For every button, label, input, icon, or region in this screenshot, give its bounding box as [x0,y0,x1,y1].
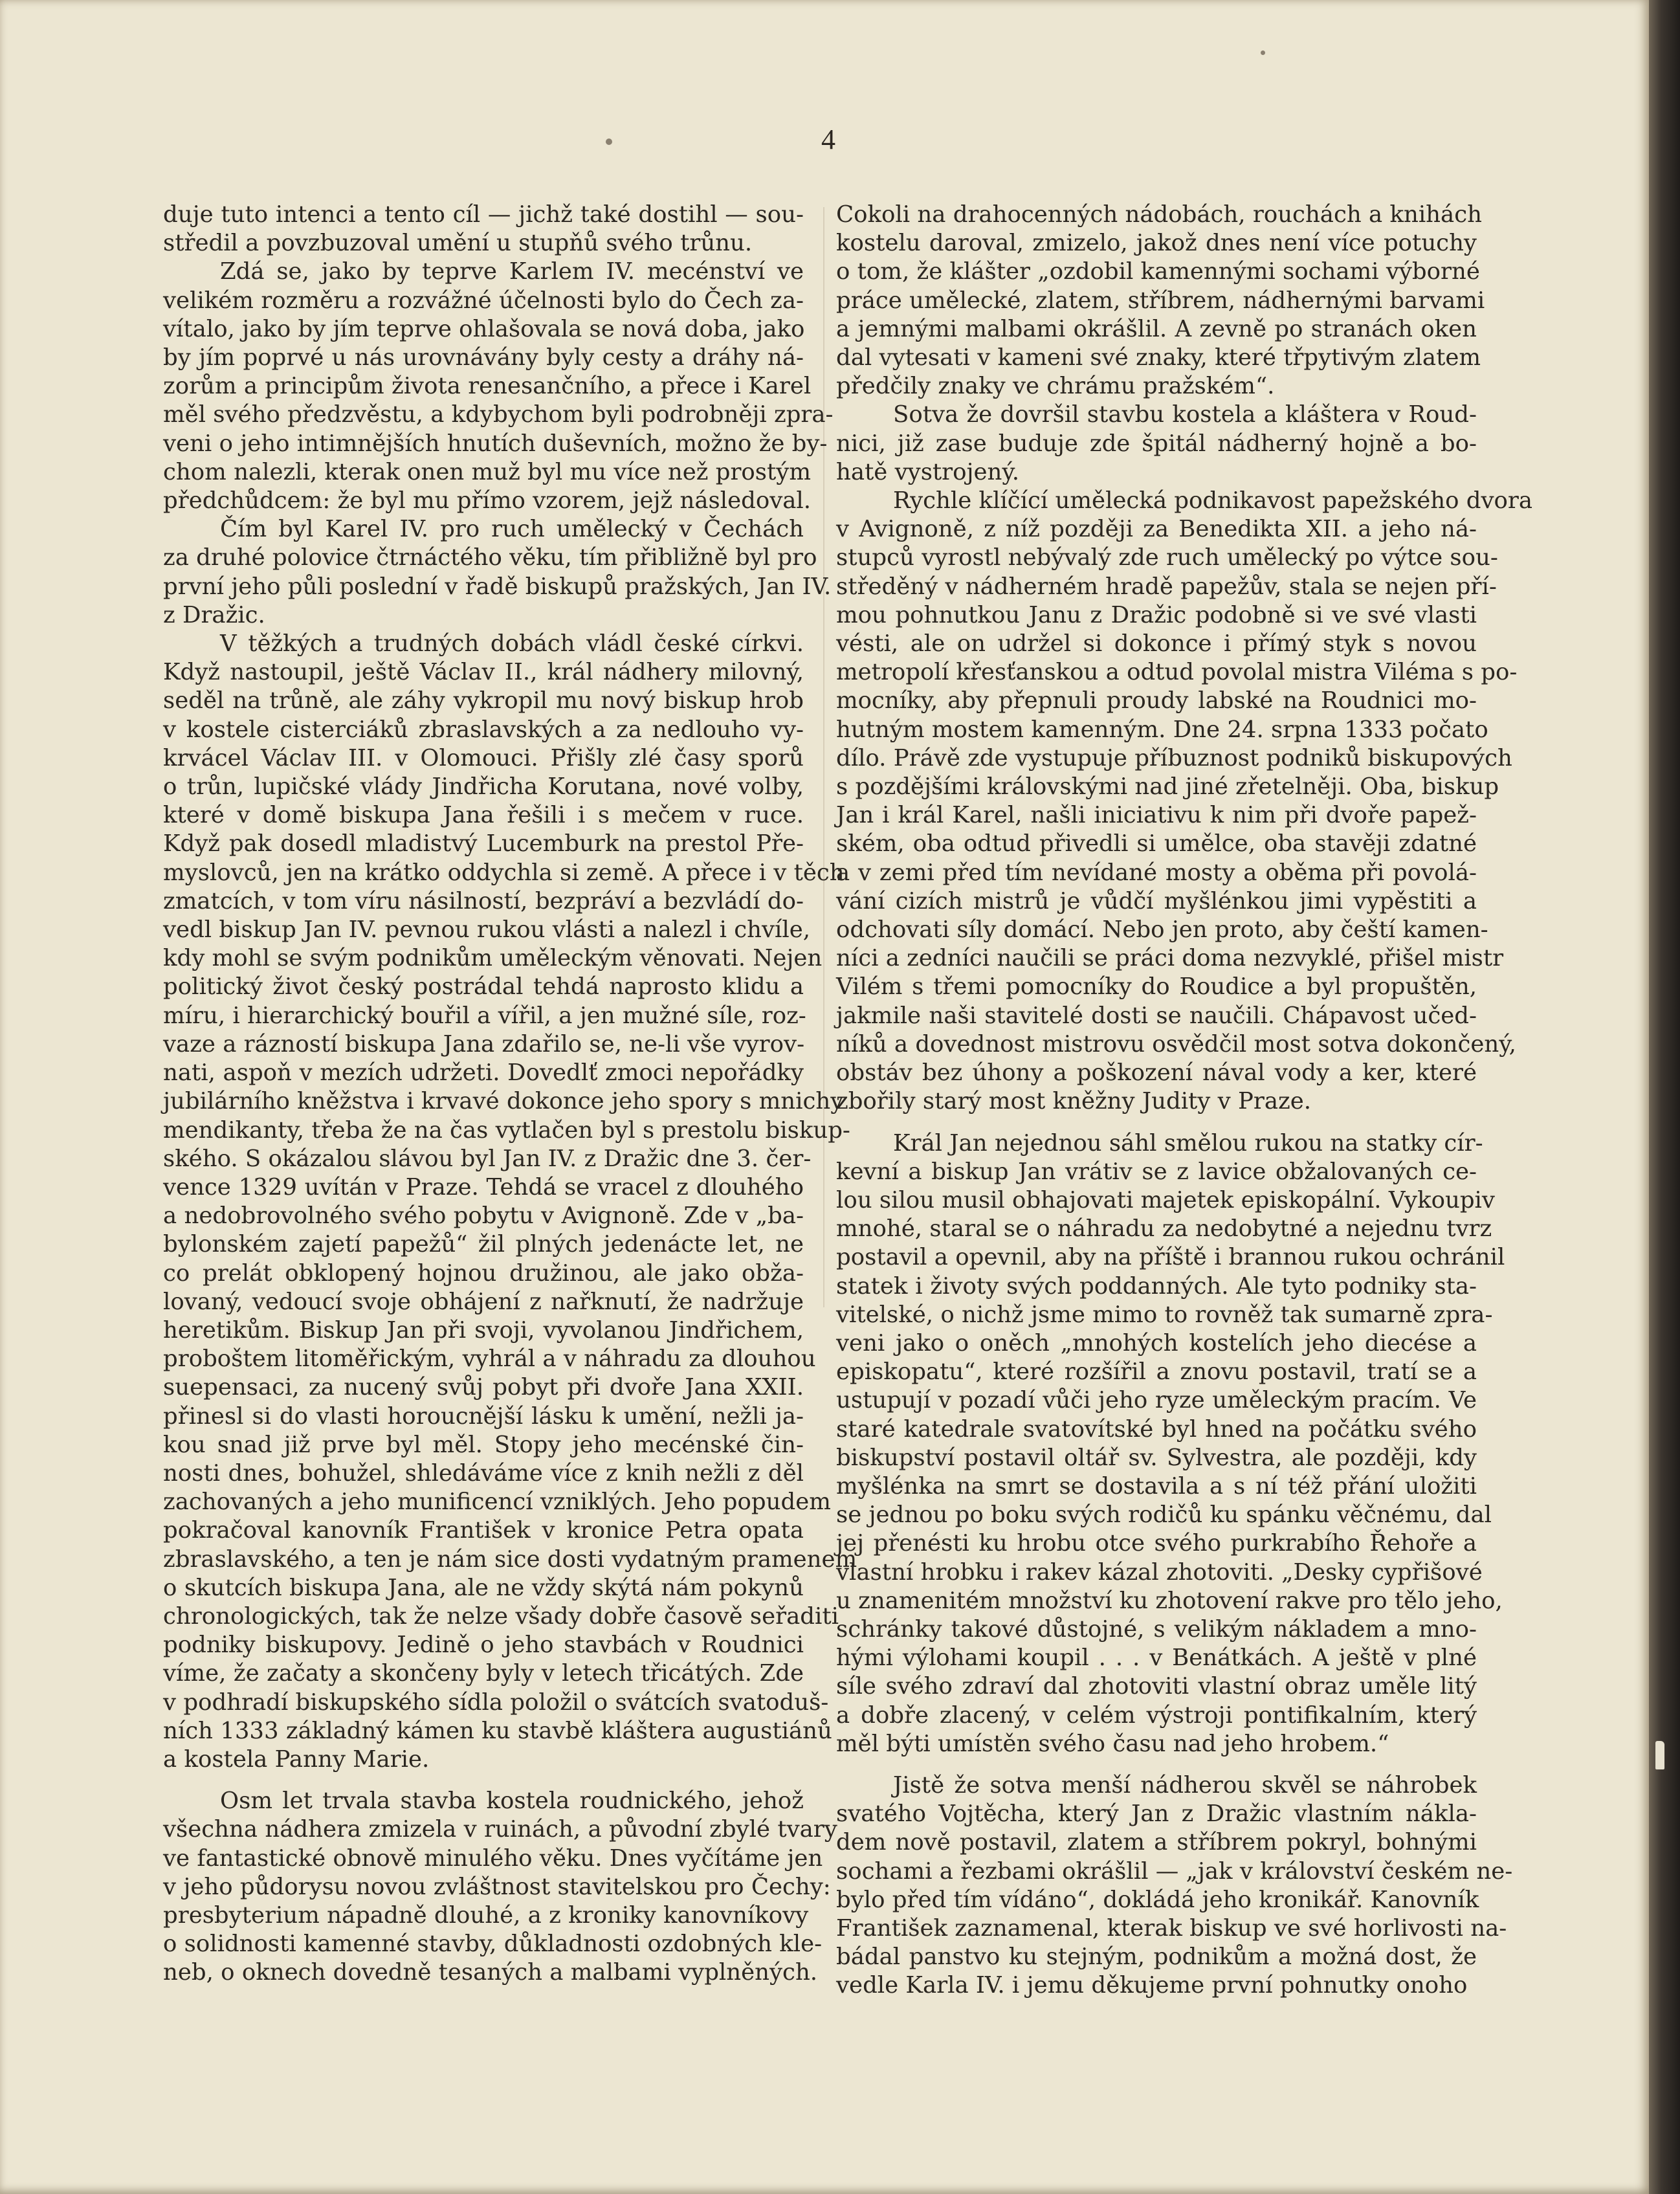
text-line: a kostela Panny Marie. [163,1745,430,1773]
text-line: co prelát obklopený hojnou družinou, ale jako obža- [163,1259,804,1287]
text-line: stupců vyrostl nebývalý zde ruch umělecký po výtce sou- [836,544,1498,571]
text-line: dal vytesati v kameni své znaky, které třpytivým zlatem [836,344,1481,371]
text-line: předchůdcem: že byl mu přímo vzorem, jejž následoval. [163,487,812,515]
text-line: jakmile naši stavitelé dosti se naučili. Chápavost učed- [836,1002,1477,1029]
text-line: politický život český postrádal tehdá naprosto klidu a [163,973,804,1001]
text-line: pokračoval kanovník František v kronice Petra opata [163,1517,804,1544]
text-line: zachovaných a jeho munificencí vzniklých. Jeho popudem [163,1489,831,1516]
text-line: statek i životy svých poddanných. Ale tyto podniky sta- [836,1272,1477,1300]
right-text-column [836,201,1533,2000]
text-line: veni o jeho intimnějších hnutích duševních, možno že by- [163,430,828,457]
text-line: měl býti umístěn svého času nad jeho hrobem.“ [836,1730,1389,1757]
text-line: a jemnými malbami okrášlil. A zevně po stranách oken [836,315,1477,342]
text-line: Jan i král Karel, našli iniciativu k nim při dvoře papež- [836,802,1477,829]
text-line: by jím poprvé u nás urovnávány byly cesty a dráhy ná- [163,344,804,371]
text-line: lovaný, vedoucí svoje obhájení z nařknutí, že nadržuje [163,1288,804,1315]
text-line: mnohé, staral se o náhradu za nedobytné a nejednu tvrz [836,1215,1492,1243]
text-line: ského. S okázalou slávou byl Jan IV. z Dražic dne 3. čer- [163,1145,812,1172]
text-line: jej přenésti ku hrobu otce svého purkrabího Řehoře a [836,1530,1477,1557]
text-line: Jistě že sotva menší nádherou skvěl se náhrobek [893,1771,1477,1799]
text-line: a v zemi před tím nevídané mosty a oběma při povolá- [836,859,1477,886]
text-line: níků a dovednost mistrovu osvědčil most sotva dokončený, [836,1030,1516,1058]
text-line: velikém rozměru a rozvážné účelnosti bylo do Čech za- [163,287,804,314]
text-line: nici, již zase buduje zde špitál nádherný hojně a bo- [836,430,1477,457]
text-line: kou snad již prve byl měl. Stopy jeho mecénské čin- [163,1431,804,1458]
text-line: dem nově postavil, zlatem a stříbrem pokryl, bohnými [836,1829,1477,1856]
text-line: vésti, ale on udržel si dokonce i přímý styk s novou [836,630,1477,658]
text-line: o tom, že klášter „ozdobil kamennými sochami výborné [836,258,1480,285]
text-line: ustupují v pozadí vůči jeho ryze uměleckým pracím. Ve [836,1387,1477,1414]
text-line: zorům a principům života renesančního, a přece i Karel [163,373,812,400]
text-line: svatého Vojtěcha, který Jan z Dražic vlastním nákla- [836,1801,1477,1828]
text-line: staré katedrale svatovítské byl hned na počátku svého [836,1415,1477,1443]
text-line: Když pak dosedl mladistvý Lucemburk na prestol Pře- [163,830,804,858]
text-line: hutným mostem kamenným. Dne 24. srpna 1333 počato [836,716,1488,743]
text-line: seděl na trůně, ale záhy vykropil mu nový biskup hrob [163,687,804,715]
text-line: v jeho půdorysu novou zvláštnost stavitelskou pro Čechy: [163,1873,831,1900]
text-line: vedl biskup Jan IV. pevnou rukou vlásti a nalezl i chvíle, [163,916,811,944]
paragraph-gap [836,1116,1477,1129]
text-line: přinesl si do vlasti horoucnější lásku k umění, nežli ja- [163,1402,804,1430]
text-line: zbraslavského, a ten je nám sice dosti vydatným pramenem [163,1546,857,1573]
left-text-column [163,201,857,1988]
text-line: Rychle klíčící umělecká podnikavost papežského dvora [893,487,1533,515]
text-line: Král Jan nejednou sáhl smělou rukou na statky cír- [893,1129,1483,1157]
text-line: vání cizích mistrů je vůdčí myšlénkou jimi vypěstiti a [836,887,1477,914]
text-line: první jeho půli poslední v řadě biskupů pražských, Jan IV. [163,573,832,600]
text-line: lou silou musil obhajovati majetek episkopální. Vykoupiv [836,1186,1495,1213]
paper-speck [606,139,612,145]
text-line: chronologických, tak že nelze všady dobře časově seřaditi [163,1602,839,1630]
page-edge-tab [1655,1741,1664,1769]
text-line: víme, že začaty a skončeny byly v letech třicátých. Zde [163,1660,804,1687]
text-line: vítalo, jako by jím teprve ohlašovala se nová doba, jako [163,315,805,342]
text-line: kostelu daroval, zmizelo, jakož dnes není více potuchy [836,230,1477,257]
text-line: chom nalezli, kterak onen muž byl mu více než prostým [163,458,812,485]
text-line: níci a zedníci naučili se práci doma nezvyklé, přišel mistr [836,945,1504,972]
text-line: s pozdějšími královskými nad jiné zřetelněji. Oba, biskup [836,773,1499,801]
text-line: v kostele cisterciáků zbraslavských a za nedlouho vy- [163,716,804,743]
text-line: mendikanty, třeba že na čas vytlačen byl s prestolu biskup- [163,1116,850,1144]
text-line: v podhradí biskupského sídla položil o svátcích svatoduš- [163,1689,829,1716]
text-line: odchovati síly domácí. Nebo jen proto, aby čeští kamen- [836,916,1488,944]
text-line: dílo. Právě zde vystupuje příbuznost podniků biskupových [836,744,1512,771]
text-line: vitelské, o nichž jsme mimo to rovněž tak sumarně zpra- [836,1301,1493,1328]
text-line: Zdá se, jako by teprve Karlem IV. mecénství ve [220,258,804,285]
text-line: nosti dnes, bohužel, shledáváme více z knih nežli z děl [163,1459,804,1487]
text-line: Když nastoupil, ještě Václav II., král nádhery milovný, [163,659,804,686]
text-line: episkopatu“, které rozšířil a znovu postavil, tratí se a [836,1358,1477,1386]
text-line: hými výlohami koupil . . . v Benátkách. A ještě v plné [836,1645,1477,1672]
text-line: podniky biskupovy. Jedině o jeho stavbách v Roudnici [163,1632,804,1659]
text-line: ve fantastické obnově minulého věku. Dnes vyčítáme jen [163,1845,823,1872]
text-line: mou pohnutkou Janu z Dražic podobně si ve své vlasti [836,601,1477,628]
text-line: presbyterium nápadně dlouhé, a z kroniky kanovníkovy [163,1901,809,1929]
text-line: neb, o oknech dovedně tesaných a malbami vyplněných. [163,1959,818,1986]
text-line: heretikům. Biskup Jan při svoji, vyvolanou Jindřichem, [163,1316,804,1344]
text-line: měl svého předzvěstu, a kdybychom byli podrobněji zpra- [163,401,834,428]
text-line: kdy mohl se svým podnikům uměleckým věnovati. Nejen [163,945,823,972]
text-line: zbořily starý most kněžny Judity v Praze. [836,1088,1312,1115]
text-line: které v domě biskupa Jana řešili i s mečem v ruce. [163,802,804,829]
text-line: u znamenitém množství ku zhotovení rakve pro tělo jeho, [836,1587,1503,1614]
text-line: kevní a biskup Jan vrátiv se z lavice obžalovaných ce- [836,1158,1477,1185]
text-line: síle svého zdraví dal zhotoviti vlastní obraz uměle litý [836,1673,1477,1700]
text-line: všechna nádhera zmizela v ruinách, a původní zbylé tvary [163,1816,837,1843]
text-line: a dobře zlacený, v celém výstroji pontifikalním, který [836,1701,1477,1729]
text-line: ském, oba odtud přivedli si umělce, oba stavěji zdatné [836,830,1477,858]
text-line: proboštem litoměřickým, vyhrál a v náhradu za dlouhou [163,1346,816,1373]
text-line: veni jako o oněch „mnohých kostelích jeho diecése a [836,1329,1477,1357]
text-line: Čím byl Karel IV. pro ruch umělecký v Čechách [220,516,804,543]
text-line: bádal panstvo ku stejným, podnikům a možná dost, že [836,1944,1477,1971]
paragraph-gap [836,1758,1477,1771]
text-line: míru, i hierarchický bouřil a vířil, a jen mužné síle, roz- [163,1002,806,1029]
paper-speck [1261,50,1265,55]
text-line: bylo před tím vídáno“, dokládá jeho kronikář. Kanovník [836,1886,1479,1913]
text-line: o skutcích biskupa Jana, ale ne vždy skýtá nám pokynů [163,1574,804,1601]
text-line: V těžkých a trudných dobách vládl české církvi. [220,630,804,658]
text-line: myšlénka na smrt se dostavila a s ní též přání uložiti [836,1472,1477,1500]
text-line: krvácel Václav III. v Olomouci. Přišly zlé časy sporů [163,744,804,771]
text-line: hatě vystrojený. [836,458,1020,485]
text-line: mocníky, aby přepnuli proudy labské na Roudnici mo- [836,687,1477,715]
text-line: suepensaci, za nucený svůj pobyt při dvoře Jana XXII. [163,1374,804,1401]
text-line: se jednou po boku svých rodičů ku spánku věčnému, dal [836,1501,1492,1529]
text-line: biskupství postavil oltář sv. Sylvestra, ale později, kdy [836,1444,1477,1471]
text-line: schránky takové důstojné, s velikým nákladem a mno- [836,1615,1477,1643]
text-line: práce umělecké, zlatem, stříbrem, nádhernými barvami [836,287,1485,314]
text-line: sochami a řezbami okrášlil — „jak v království českém ne- [836,1857,1513,1885]
paragraph-gap [163,1774,804,1787]
text-line: z Dražic. [163,601,265,628]
page-number: 4 [821,124,835,155]
text-line: obstáv bez úhony a poškození nával vody a ker, které [836,1059,1477,1087]
text-line: předčily znaky ve chrámu pražském“. [836,373,1275,400]
text-line: Osm let trvala stavba kostela roudnického, jehož [220,1788,804,1815]
text-line: Vilém s třemi pomocníky do Roudice a byl propuštěn, [836,973,1477,1001]
text-line: duje tuto intenci a tento cíl — jichž také dostihl — sou- [163,201,804,228]
text-line: vence 1329 uvítán v Praze. Tehdá se vracel z dlouhého [163,1173,804,1201]
text-line: vlastní hrobku i rakev kázal zhotoviti. „Desky cypřišové [836,1558,1483,1586]
page-edge-shadow [1649,0,1680,2194]
text-line: středěný v nádherném hradě papežův, stala se nejen pří- [836,573,1497,600]
text-line: postavil a opevnil, aby na příště i brannou rukou ochránil [836,1244,1505,1271]
text-line: metropolí křesťanskou a odtud povolal mistra Viléma s po- [836,659,1518,686]
text-line: nati, aspoň v mezích udržeti. Dovedlť zmoci nepořádky [163,1059,804,1087]
text-line: bylonském zajetí papežů“ žil plných jedenácte let, ne [163,1231,804,1258]
text-line: František zaznamenal, kterak biskup ve své horlivosti na- [836,1914,1507,1942]
text-line: vedle Karla IV. i jemu děkujeme první pohnutky onoho [836,1972,1468,1999]
text-line: v Avignoně, z níž později za Benedikta XII. a jeho ná- [836,516,1477,543]
text-line: středil a povzbuzoval umění u stupňů svého trůnu. [163,230,753,257]
text-line: o solidnosti kamenné stavby, důkladnosti ozdobných kle- [163,1931,823,1958]
text-line: zmatcích, v tom víru násilností, bezpráví a bezvládí do- [163,887,804,914]
text-line: za druhé polovice čtrnáctého věku, tím přibližně byl pro [163,544,817,571]
text-line: vaze a rázností biskupa Jana zdařilo se, ne-li vše vyrov- [163,1030,805,1058]
text-line: jubilárního kněžstva i krvavé dokonce jeho spory s mnichy [163,1088,844,1115]
text-line: myslovců, jen na krátko oddychla si země. A přece i v těch [163,859,845,886]
text-line: o trůn, lupičské vlády Jindřicha Korutana, nové volby, [163,773,804,801]
text-line: a nedobrovolného svého pobytu v Avignoně. Zde v „ba- [163,1202,804,1230]
text-line: Sotva že dovršil stavbu kostela a kláštera v Roud- [893,401,1477,428]
text-line: Cokoli na drahocenných nádobách, rouchách a knihách [836,201,1482,228]
text-line: ních 1333 základný kámen ku stavbě kláštera augustiánů [163,1717,832,1744]
